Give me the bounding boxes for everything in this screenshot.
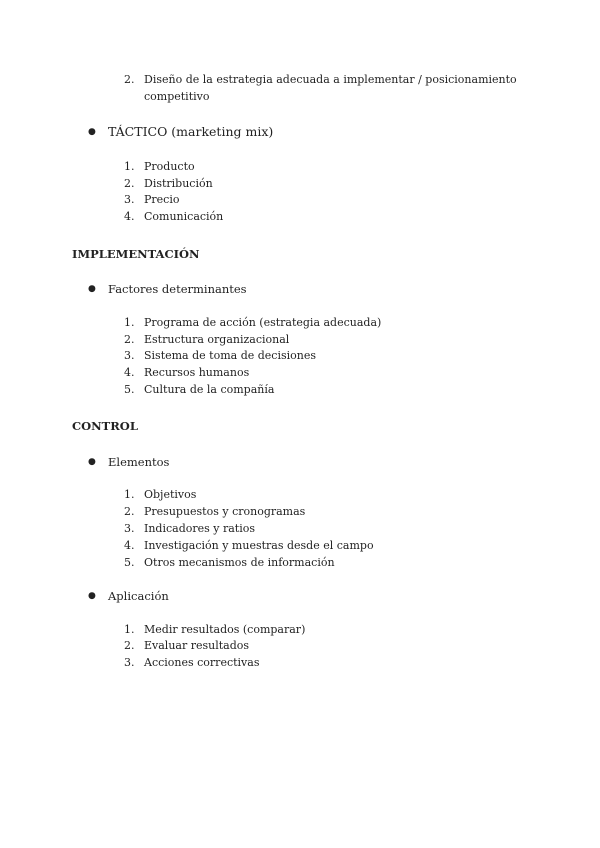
list-number: 3. — [124, 656, 135, 669]
list-item — [124, 315, 544, 332]
list-number: 2. — [124, 333, 135, 346]
list-number: 4. — [124, 539, 135, 552]
list-item — [124, 72, 544, 105]
list-item — [124, 176, 544, 193]
list-number: 2. — [124, 639, 135, 652]
bullet-dot: ● — [88, 457, 96, 467]
list-text: Sistema de toma de decisiones — [144, 349, 316, 362]
list-item — [124, 504, 544, 521]
list-number: 3. — [124, 349, 135, 362]
list-item — [124, 332, 544, 349]
bullet-dot: ● — [88, 284, 96, 294]
list-number: 5. — [124, 556, 135, 569]
list-number: 1. — [124, 488, 135, 501]
list-number: 2. — [124, 505, 135, 518]
list-number: 2. — [124, 177, 135, 190]
list-number: 3. — [124, 193, 135, 206]
bullet-aplicacion — [88, 588, 169, 604]
list-item — [124, 365, 544, 382]
list-text: Objetivos — [144, 488, 197, 501]
list-text: Investigación y muestras desde el campo — [144, 539, 374, 552]
bullet-tactico — [88, 124, 273, 140]
list-item — [124, 348, 544, 365]
list-number: 1. — [124, 160, 135, 173]
list-text: Programa de acción (estrategia adecuada) — [144, 316, 382, 329]
list-number: 3. — [124, 522, 135, 535]
list-number: 1. — [124, 623, 135, 636]
list-text: Indicadores y ratios — [144, 522, 256, 535]
section-heading-control: CONTROL — [72, 419, 138, 433]
list-item — [124, 209, 544, 226]
list-number: 2. — [124, 73, 135, 86]
list-text: Precio — [144, 193, 180, 206]
list-item — [124, 521, 544, 538]
list-text: Medir resultados (comparar) — [144, 623, 306, 636]
list-text: Recursos humanos — [144, 366, 250, 379]
list-number: 4. — [124, 366, 135, 379]
list-item — [124, 192, 544, 209]
list-number: 1. — [124, 316, 135, 329]
bullet-elementos — [88, 454, 169, 470]
section-heading-implementacion: IMPLEMENTACIÓN — [72, 247, 200, 261]
list-text: Evaluar resultados — [144, 639, 250, 652]
list-item — [124, 622, 544, 639]
list-text: Distribución — [144, 177, 213, 190]
list-text: Diseño de la estrategia adecuada a implementar / posicionamiento competitivo — [144, 73, 517, 103]
bullet-text: Elementos — [108, 455, 170, 469]
list-item — [124, 638, 544, 655]
bullet-text: Factores determinantes — [108, 282, 247, 296]
bullet-factores — [88, 281, 247, 297]
list-text: Acciones correctivas — [144, 656, 260, 669]
list-text: Otros mecanismos de información — [144, 556, 335, 569]
list-item — [124, 655, 544, 672]
bullet-text: TÁCTICO (marketing mix) — [108, 124, 274, 139]
list-item — [124, 159, 544, 176]
list-item — [124, 382, 544, 399]
list-text: Cultura de la compañía — [144, 383, 275, 396]
bullet-dot: ● — [88, 591, 96, 601]
list-item — [124, 487, 544, 504]
list-number: 5. — [124, 383, 135, 396]
bullet-dot: ● — [88, 127, 96, 137]
list-text: Presupuestos y cronogramas — [144, 505, 306, 518]
list-item — [124, 538, 544, 555]
list-text: Producto — [144, 160, 195, 173]
list-text: Comunicación — [144, 210, 224, 223]
list-number: 4. — [124, 210, 135, 223]
list-text: Estructura organizacional — [144, 333, 290, 346]
list-item — [124, 555, 544, 572]
bullet-text: Aplicación — [108, 589, 169, 603]
